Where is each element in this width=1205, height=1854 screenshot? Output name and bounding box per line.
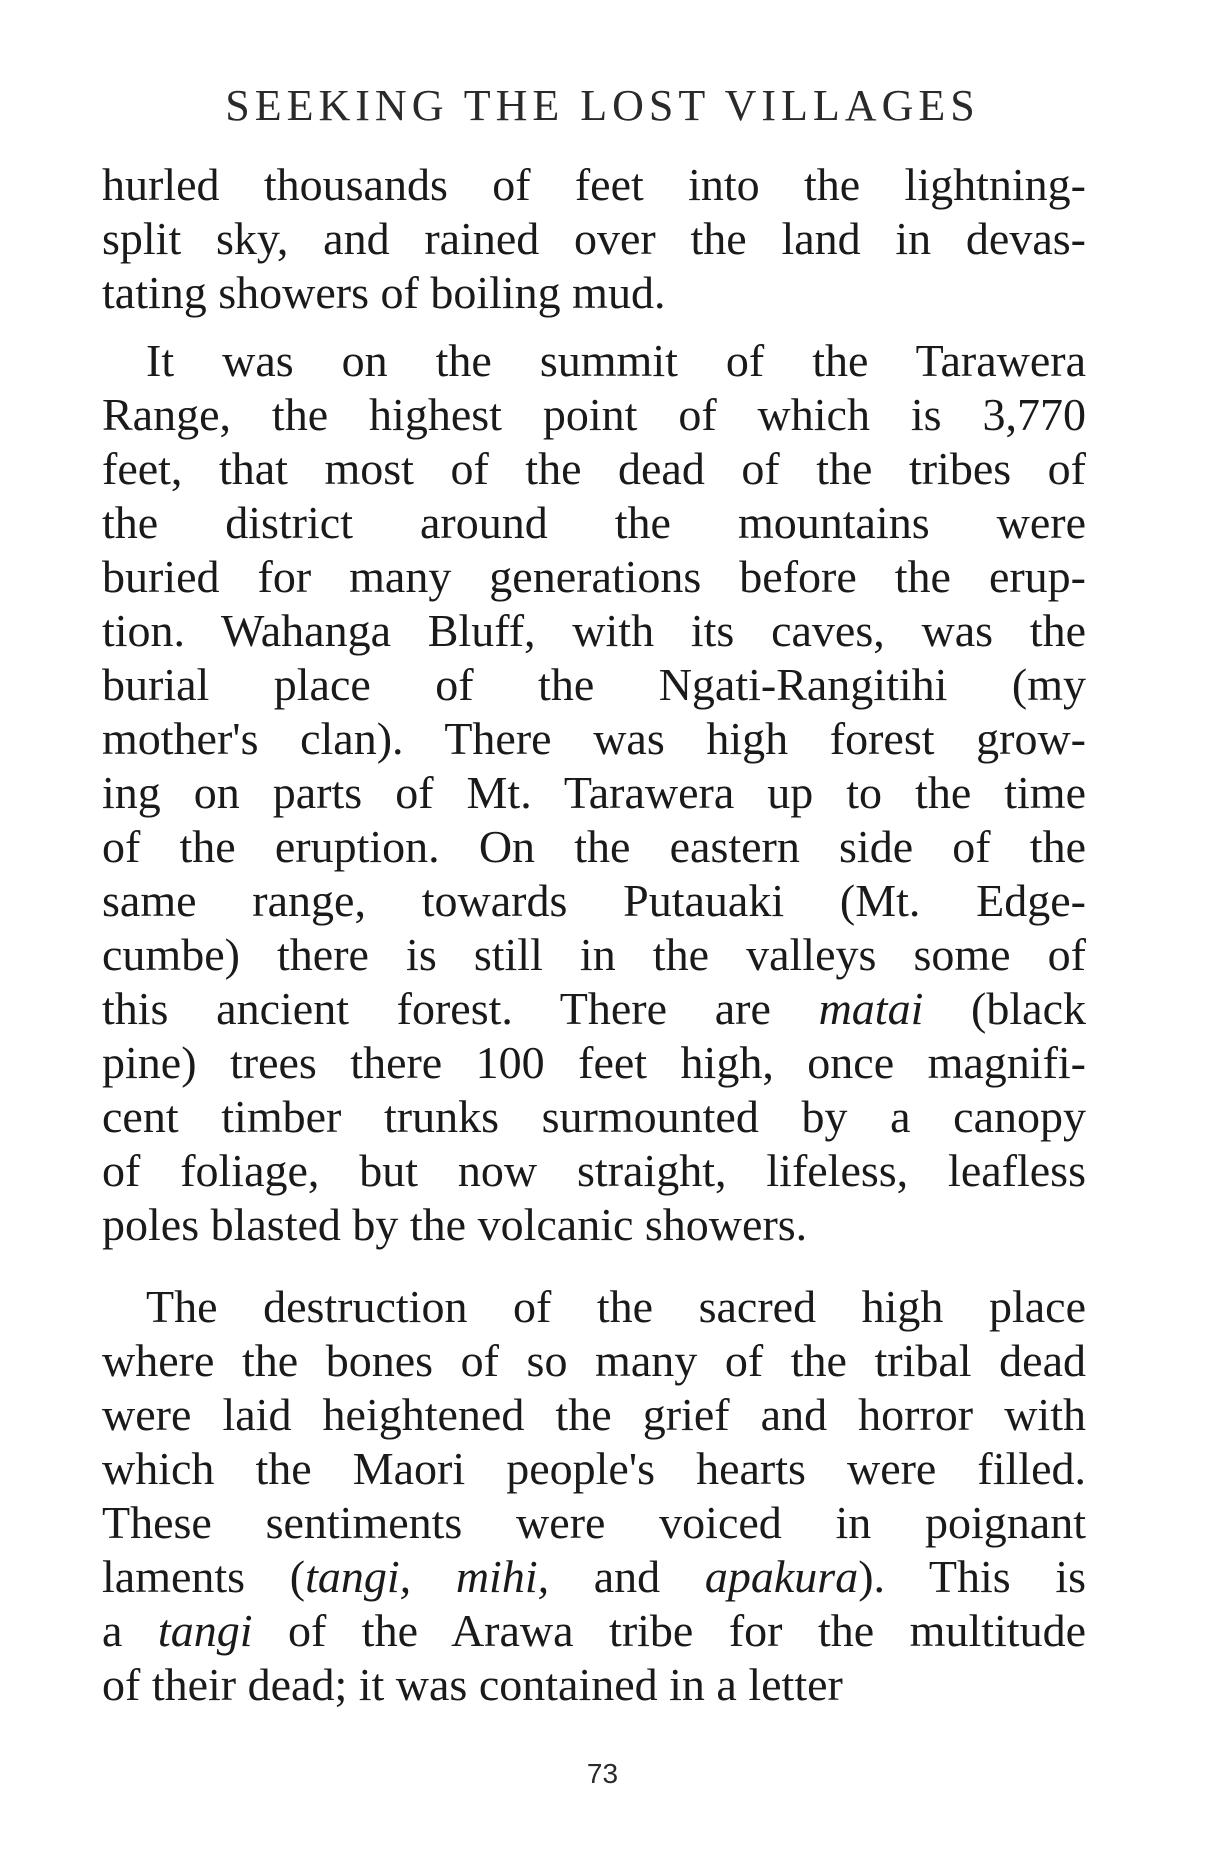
text-line: same range, towards Putauaki (Mt. Edge- [102,875,1086,926]
paragraph-gap [102,320,1086,334]
italic-term: tangi, mihi, [305,1551,550,1602]
text-line: mother's clan). There was high forest grow- [102,713,1086,764]
italic-term: matai [818,983,924,1034]
text-run: of the Arawa tribe for the multitude [252,1605,1086,1656]
text-line: of their dead; it was contained in a letter [102,1659,843,1710]
paragraph [102,158,1086,320]
text-line: the district around the mountains were [102,497,1086,548]
text-line [102,1604,1086,1658]
paragraph [102,334,1086,1252]
body-text [102,158,1086,1712]
text-line: of the eruption. On the eastern side of the [102,821,1086,872]
paragraph [102,1280,1086,1712]
text-line: cumbe) there is still in the valleys some of [102,929,1086,980]
text-line [102,1550,1086,1604]
text-line: The destruction of the sacred high place [146,1281,1086,1332]
text-line: where the bones of so many of the tribal dead [102,1335,1086,1386]
text-line: feet, that most of the dead of the tribes of [102,443,1086,494]
text-line: It was on the summit of the Tarawera [146,335,1086,386]
paragraph-gap [102,1252,1086,1280]
text-line: buried for many generations before the erup- [102,551,1086,602]
italic-term: tangi [157,1605,253,1656]
text-run: this ancient forest. There are [102,983,819,1034]
text-line: Range, the highest point of which is 3,770 [102,389,1086,440]
running-head: SEEKING THE LOST VILLAGES [225,81,980,130]
text-run: (black [923,983,1086,1034]
text-line [102,982,1086,1036]
text-run: laments ( [102,1551,306,1602]
text-line: hurled thousands of feet into the lightning- [102,159,1086,210]
text-line: burial place of the Ngati-Rangitihi (my [102,659,1086,710]
text-line: tating showers of boiling mud. [102,267,666,318]
text-run: and [549,1551,705,1602]
text-line: These sentiments were voiced in poignant [102,1497,1086,1548]
italic-term: apakura [704,1551,859,1602]
text-run: a [102,1605,158,1656]
text-line: tion. Wahanga Bluff, with its caves, was the [102,605,1086,656]
text-line: poles blasted by the volcanic showers. [102,1199,808,1250]
text-line: pine) trees there 100 feet high, once magnifi- [102,1037,1086,1088]
text-line: split sky, and rained over the land in devas- [102,213,1086,264]
text-line: were laid heightened the grief and horror with [102,1389,1086,1440]
page-number: 73 [586,1758,619,1789]
text-run: ). This is [858,1551,1087,1602]
text-line: cent timber trunks surmounted by a canopy [102,1091,1086,1142]
text-line: ing on parts of Mt. Tarawera up to the time [102,767,1086,818]
text-line: of foliage, but now straight, lifeless, leafless [102,1145,1086,1196]
text-line: which the Maori people's hearts were filled. [102,1443,1086,1494]
